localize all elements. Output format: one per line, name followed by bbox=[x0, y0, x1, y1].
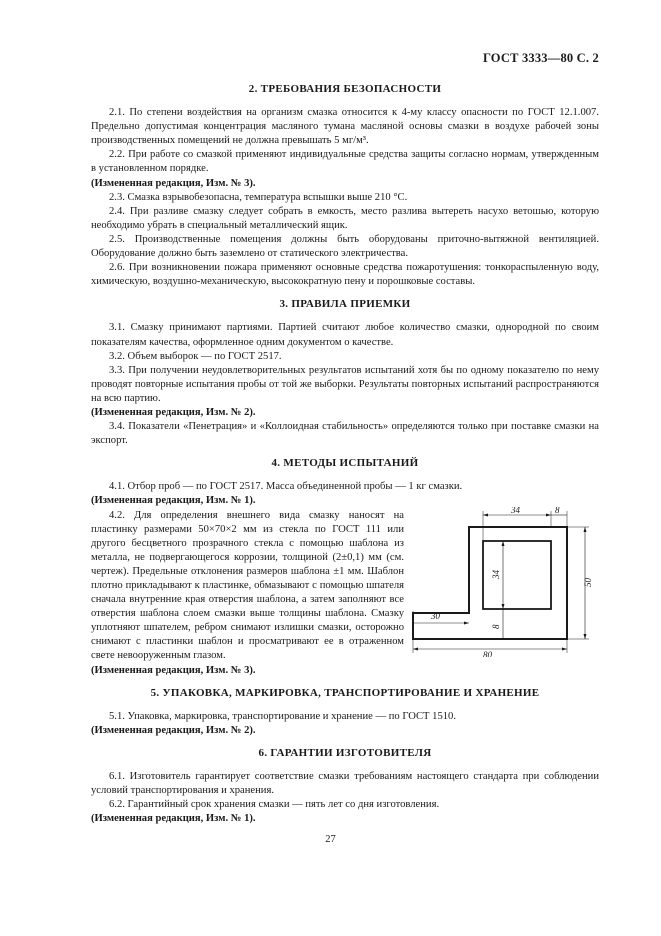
para-3-2: 3.2. Объем выборок — по ГОСТ 2517. bbox=[109, 350, 282, 362]
dim-label-bottom: 8 bbox=[491, 624, 501, 629]
dim-label-arm: 30 bbox=[431, 610, 440, 621]
para-2-1: 2.1. По степени воздействия на организм смазка относится к 4-му классу опасности по ГОСТ 12.1.007. Предельно допустимая концентрация масляного тумана масляной основы смазки в воздухе рабочей зоны производственных помещений не должна превышать 5 мг/м³. bbox=[91, 107, 599, 147]
para-6-1: 6.1. Изготовитель гарантирует соответствие смазки требованиям настоящего стандарта при соблюдении условий транспортирования и хранения. bbox=[91, 771, 599, 797]
edition-note: (Измененная редакция, Изм. № 3). bbox=[91, 177, 256, 189]
template-drawing bbox=[407, 507, 607, 657]
dim-label-inner: 34 bbox=[491, 569, 501, 579]
para-3-3: 3.3. При получении неудовлетворительных результатов испытаний хотя бы по одному показателю по нему проводят повторные испытания пробы от той же выборки. Результаты повторных испытаний распространяются на всю партию. bbox=[91, 364, 599, 404]
para-4-2: 4.2. Для определения внешнего вида смазку наносят на пластинку размерами 50×70×2 мм из стекла по ГОСТ 111 или другого бесцветного прозрачного стекла с помощью шаблона из металла, не подвергающегося коррозии, толщиной (2±0,1) мм (см. чертеж). Предельные отклонения размеров шаблона ±1 мм. Шаблон плотно прикладывают к пластинке, обмазывают с помощью шпателя сначала внутренние края отверстия шаблона, а затем заполняют все отверстия шаблона слоем смазки выше толщины шаблона. Смазку уплотняют шпателем, ребром снимают излишки смазки, осторожно снимают с пластинки шаблон и просматривают ее в отраженном свете невооруженным глазом. bbox=[91, 509, 404, 662]
dim-label-wall: 8 bbox=[555, 506, 560, 515]
page-header: ГОСТ 3333—80 С. 2 bbox=[482, 51, 599, 65]
section-6-title: 6. ГАРАНТИИ ИЗГОТОВИТЕЛЯ bbox=[258, 746, 432, 759]
para-2-5: 2.5. Производственные помещения должны быть оборудованы приточно-вытяжной вентиляцией. Оборудование должно быть заземлено от статического электричества. bbox=[91, 233, 599, 260]
edition-note: (Измененная редакция, Изм. № 1). bbox=[91, 813, 256, 825]
para-3-4: 3.4. Показатели «Пенетрация» и «Коллоидная стабильность» определяются только при поставке смазки на экспорт. bbox=[91, 421, 599, 447]
template-outline bbox=[413, 527, 567, 639]
para-4-1: 4.1. Отбор проб — по ГОСТ 2517. Масса объединенной пробы — 1 кг смазки. bbox=[109, 481, 463, 493]
edition-note: (Измененная редакция, Изм. № 2). bbox=[91, 406, 256, 418]
page-number: 27 bbox=[325, 834, 336, 845]
edition-note: (Измененная редакция, Изм. № 3). bbox=[91, 664, 256, 676]
para-5-1: 5.1. Упаковка, маркировка, транспортирование и хранение — по ГОСТ 1510. bbox=[109, 710, 456, 722]
dim-label-top: 34 bbox=[511, 506, 520, 515]
section-5-title: 5. УПАКОВКА, МАРКИРОВКА, ТРАНСПОРТИРОВАНИЕ И ХРАНЕНИЕ bbox=[150, 686, 540, 699]
para-2-2: 2.2. При работе со смазкой применяют индивидуальные средства защиты согласно нормам, утвержденным в установленном порядке. bbox=[91, 149, 599, 175]
para-3-1: 3.1. Смазку принимают партиями. Партией считают любое количество смазки, однородной по своим показателям качества, оформленное одним документом о качестве. bbox=[91, 322, 599, 348]
dim-label-total: 80 bbox=[483, 649, 492, 657]
figure-block bbox=[91, 506, 599, 664]
edition-note: (Измененная редакция, Изм. № 2). bbox=[91, 724, 256, 736]
edition-note: (Измененная редакция, Изм. № 1). bbox=[91, 495, 256, 507]
section-2-title: 2. ТРЕБОВАНИЯ БЕЗОПАСНОСТИ bbox=[248, 83, 442, 95]
para-2-6: 2.6. При возникновении пожара применяют основные средства пожаротушения: тонкораспыленную воду, химическую, воздушно-механическую, высокократную пену и порошковые составы. bbox=[91, 262, 599, 288]
dim-label-height: 50 bbox=[583, 577, 593, 587]
para-2-4: 2.4. При разливе смазку следует собрать в емкость, место разлива вытереть насухо ветошью, которую необходимо убрать в специальный металлический ящик. bbox=[91, 205, 599, 231]
section-3-title: 3. ПРАВИЛА ПРИЕМКИ bbox=[279, 298, 411, 311]
para-6-2: 6.2. Гарантийный срок хранения смазки — пять лет со дня изготовления. bbox=[109, 799, 440, 811]
para-2-3: 2.3. Смазка взрывобезопасна, температура вспышки выше 210 °С. bbox=[109, 191, 408, 203]
page-content bbox=[91, 82, 599, 826]
section-4-title: 4. МЕТОДЫ ИСПЫТАНИЙ bbox=[271, 457, 419, 470]
